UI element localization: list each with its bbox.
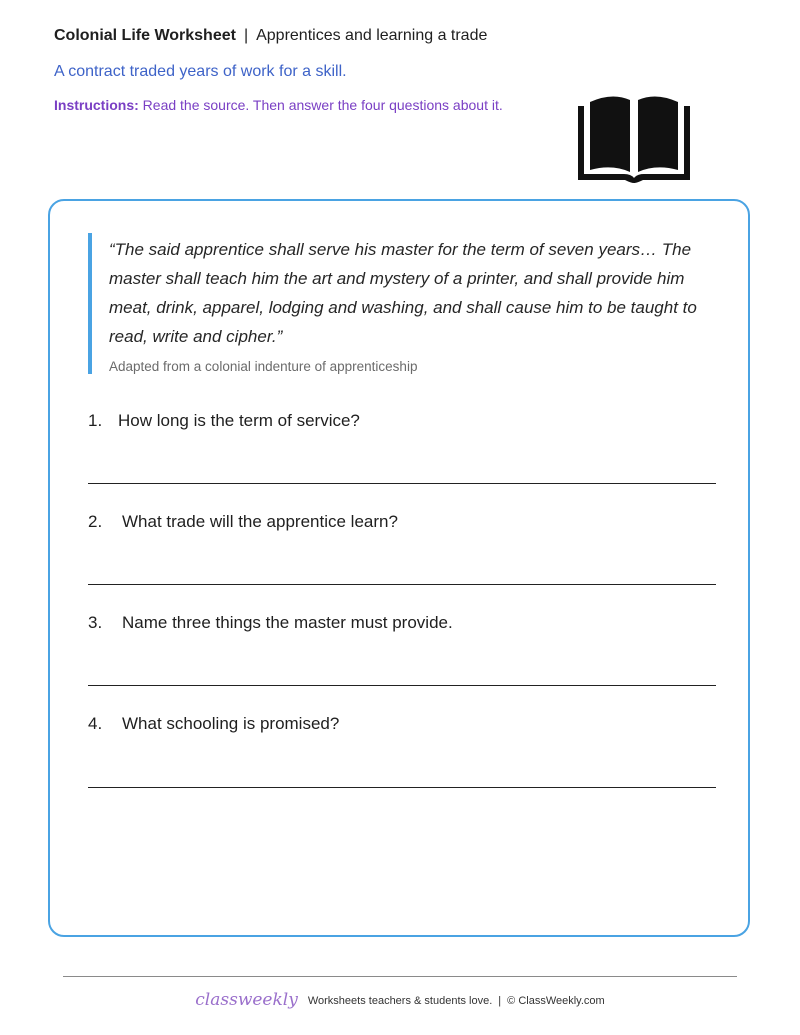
answer-line[interactable] bbox=[88, 483, 716, 484]
question-3 bbox=[88, 612, 716, 634]
question-number: 1. bbox=[88, 411, 103, 430]
question-text: Name three things the master must provide. bbox=[122, 613, 453, 632]
worksheet-card bbox=[48, 199, 750, 937]
answer-line[interactable] bbox=[88, 787, 716, 788]
open-book-icon bbox=[576, 92, 692, 184]
question-number: 4. bbox=[88, 714, 103, 733]
title-line bbox=[54, 26, 760, 46]
worksheet-topic: Apprentices and learning a trade bbox=[256, 27, 488, 44]
answer-line[interactable] bbox=[88, 584, 716, 585]
footer-separator: | bbox=[498, 995, 502, 1007]
footer-divider bbox=[63, 976, 737, 977]
brand-logo: classweekly bbox=[195, 990, 298, 1010]
answer-line[interactable] bbox=[88, 685, 716, 686]
worksheet-title: Colonial Life Worksheet bbox=[54, 27, 236, 44]
instructions-label: Instructions: bbox=[54, 97, 139, 113]
source-citation: Adapted from a colonial indenture of apprenticeship bbox=[109, 359, 418, 374]
source-quote: “The said apprentice shall serve his master for the term of seven years… The master shall teach him the art and mystery of a printer, and shall provide him meat, drink, apparel, lodging and washing, and shall cause him to be taught to read, write and cipher.” bbox=[109, 240, 697, 346]
worksheet-subtitle: A contract traded years of work for a skill. bbox=[54, 63, 347, 80]
question-text: How long is the term of service? bbox=[118, 411, 360, 430]
question-2 bbox=[88, 511, 716, 533]
question-number: 3. bbox=[88, 613, 103, 632]
footer-tagline: Worksheets teachers & students love. bbox=[307, 995, 493, 1007]
title-separator: | bbox=[243, 27, 249, 44]
question-number: 2. bbox=[88, 512, 103, 531]
question-4 bbox=[88, 713, 716, 735]
footer-copyright: © ClassWeekly.com bbox=[507, 995, 605, 1007]
footer bbox=[0, 990, 800, 1010]
question-text: What schooling is promised? bbox=[122, 714, 340, 733]
source-quote-block bbox=[88, 233, 729, 374]
instructions-text: Read the source. Then answer the four questions about it. bbox=[142, 97, 503, 113]
question-1 bbox=[88, 410, 716, 432]
question-text: What trade will the apprentice learn? bbox=[122, 512, 398, 531]
